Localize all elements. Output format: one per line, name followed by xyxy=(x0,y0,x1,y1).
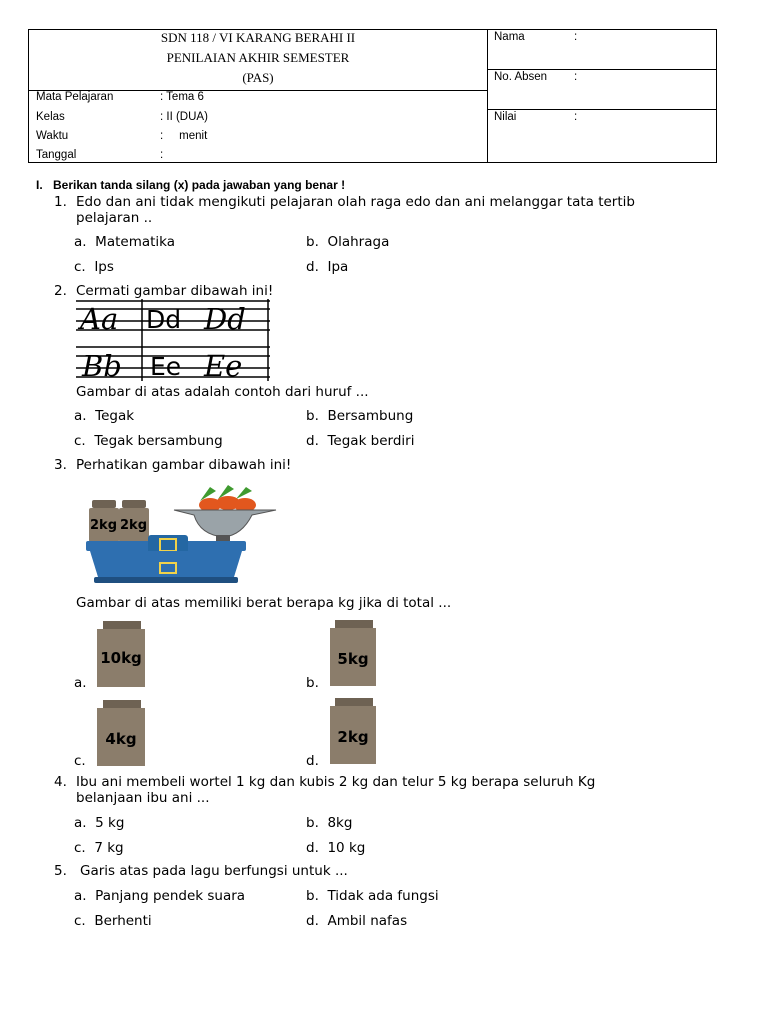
field-value-subject: : Tema 6 xyxy=(160,91,204,103)
option-d[interactable] xyxy=(306,840,365,856)
option-text: Bersambung xyxy=(327,408,414,424)
option-text: Olahraga xyxy=(327,234,390,250)
exam-title: PENILAIAN AKHIR SEMESTER xyxy=(166,50,350,65)
field-value-absen[interactable]: : xyxy=(574,71,578,83)
header-divider-vertical xyxy=(487,30,488,163)
question-caption: Gambar di atas adalah contoh dari huruf ... xyxy=(76,384,369,400)
weight-cap-icon xyxy=(103,700,141,708)
school-name: SDN 118 / VI KARANG BERAHI II xyxy=(160,30,356,45)
weight-label: 4kg xyxy=(105,730,137,748)
option-c[interactable] xyxy=(74,433,223,449)
weight-label: 2kg xyxy=(337,728,369,746)
option-c[interactable] xyxy=(74,753,86,769)
field-label-time: Waktu xyxy=(36,130,69,142)
field-value-score[interactable]: : xyxy=(574,111,578,123)
option-b[interactable] xyxy=(306,675,319,691)
weight-4kg-image[interactable] xyxy=(97,700,147,766)
weight-cap-icon xyxy=(335,698,373,706)
option-d[interactable] xyxy=(306,913,407,929)
weight-label: 5kg xyxy=(337,650,369,668)
field-value-name[interactable]: : xyxy=(574,31,578,43)
option-letter: c. xyxy=(74,913,86,929)
option-letter: c. xyxy=(74,840,86,856)
option-letter: a. xyxy=(74,234,87,250)
letter-aa: Aa xyxy=(80,302,119,336)
option-text: Tegak xyxy=(95,408,135,424)
letter-ee-cursive: Ee xyxy=(204,349,243,381)
option-b[interactable] xyxy=(306,408,413,424)
option-letter: c. xyxy=(74,753,86,769)
weight-5kg-image[interactable] xyxy=(330,620,378,686)
option-b[interactable] xyxy=(306,888,439,904)
option-letter: b. xyxy=(306,234,319,250)
question-number: 3. xyxy=(54,457,67,473)
header-table xyxy=(28,29,717,163)
option-a[interactable] xyxy=(74,675,87,691)
question-caption: Gambar di atas memiliki berat berapa kg jika di total ... xyxy=(76,595,452,611)
weight-label: 10kg xyxy=(100,649,142,667)
handwriting-letters-image xyxy=(76,299,270,381)
field-label-subject: Mata Pelajaran xyxy=(36,91,114,103)
option-letter: b. xyxy=(306,888,319,904)
section-instruction: Berikan tanda silang (x) pada jawaban yang benar ! xyxy=(53,178,346,192)
field-value-date: : xyxy=(160,149,164,161)
option-letter: a. xyxy=(74,675,87,691)
option-d[interactable] xyxy=(306,753,319,769)
option-b[interactable] xyxy=(306,815,352,831)
option-b[interactable] xyxy=(306,234,389,250)
question-number: 4. xyxy=(54,774,67,790)
option-a[interactable] xyxy=(74,888,245,904)
question-text: Ibu ani membeli wortel 1 kg dan kubis 2 kg dan telur 5 kg berapa seluruh Kg xyxy=(76,774,596,790)
weight-2kg-image[interactable] xyxy=(330,698,378,764)
option-letter: b. xyxy=(306,408,319,424)
scale-bowl-icon xyxy=(174,510,276,537)
option-text: Ips xyxy=(94,259,114,275)
letter-dd-cursive: Dd xyxy=(204,302,246,336)
option-letter: d. xyxy=(306,259,319,275)
question-number: 5. xyxy=(54,863,67,879)
question-text-cont: pelajaran .. xyxy=(76,210,153,226)
field-label-class: Kelas xyxy=(36,111,65,123)
question-text-cont: belanjaan ibu ani ... xyxy=(76,790,210,806)
section-number: I. xyxy=(36,178,43,192)
question-number: 1. xyxy=(54,194,67,210)
option-letter: d. xyxy=(306,913,319,929)
option-text: Tegak bersambung xyxy=(94,433,223,449)
weight-10kg-image[interactable] xyxy=(97,621,147,687)
question-text: Edo dan ani tidak mengikuti pelajaran olah raga edo dan ani melanggar tata tertib xyxy=(76,194,635,210)
option-c[interactable] xyxy=(74,913,152,929)
weight-cap-icon xyxy=(122,500,146,508)
option-letter: a. xyxy=(74,815,87,831)
option-letter: d. xyxy=(306,840,319,856)
option-text: Matematika xyxy=(95,234,176,250)
weight-cap-icon xyxy=(335,620,373,628)
option-letter: a. xyxy=(74,408,87,424)
option-text: Berhenti xyxy=(94,913,152,929)
option-letter: d. xyxy=(306,433,319,449)
letter-dd-print: Dd xyxy=(146,305,182,334)
option-a[interactable] xyxy=(74,408,134,424)
field-label-name: Nama xyxy=(494,31,525,43)
option-letter: b. xyxy=(306,815,319,831)
option-c[interactable] xyxy=(74,840,124,856)
option-text: 10 kg xyxy=(327,840,366,856)
question-text: Cermati gambar dibawah ini! xyxy=(76,283,274,299)
question-number: 2. xyxy=(54,283,67,299)
weight-label: 2kg xyxy=(120,518,147,533)
field-value-time: : menit xyxy=(160,130,208,142)
exam-abbr: (PAS) xyxy=(242,70,274,85)
field-label-score: Nilai xyxy=(494,111,517,123)
option-letter: d. xyxy=(306,753,319,769)
letter-bb: Bb xyxy=(82,349,122,381)
question-text: Perhatikan gambar dibawah ini! xyxy=(76,457,292,473)
header-divider-right-1 xyxy=(487,69,717,70)
balance-scale-image xyxy=(82,477,278,585)
field-label-date: Tanggal xyxy=(36,149,77,161)
option-text: Ambil nafas xyxy=(327,913,408,929)
option-d[interactable] xyxy=(306,259,348,275)
option-letter: c. xyxy=(74,259,86,275)
option-c[interactable] xyxy=(74,259,114,275)
option-text: Ipa xyxy=(327,259,349,275)
option-text: Tidak ada fungsi xyxy=(327,888,439,904)
option-a[interactable] xyxy=(74,815,124,831)
option-text: 7 kg xyxy=(94,840,124,856)
option-letter: a. xyxy=(74,888,87,904)
weight-label: 2kg xyxy=(90,518,117,533)
option-text: 5 kg xyxy=(95,815,125,831)
option-a[interactable] xyxy=(74,234,175,250)
field-value-class: : II (DUA) xyxy=(160,111,208,123)
option-d[interactable] xyxy=(306,433,415,449)
option-text: Panjang pendek suara xyxy=(95,888,246,904)
field-label-absen: No. Absen xyxy=(494,71,548,83)
option-text: Tegak berdiri xyxy=(327,433,415,449)
letter-ee-print: Ee xyxy=(150,352,182,381)
weight-cap-icon xyxy=(103,621,141,629)
header-divider-right-2 xyxy=(487,109,717,110)
carrots-icon xyxy=(199,485,256,512)
option-letter: b. xyxy=(306,675,319,691)
scale-foot-icon xyxy=(94,577,238,583)
option-letter: c. xyxy=(74,433,86,449)
weight-cap-icon xyxy=(92,500,116,508)
question-text: Garis atas pada lagu berfungsi untuk ... xyxy=(80,863,348,879)
option-text: 8kg xyxy=(327,815,353,831)
